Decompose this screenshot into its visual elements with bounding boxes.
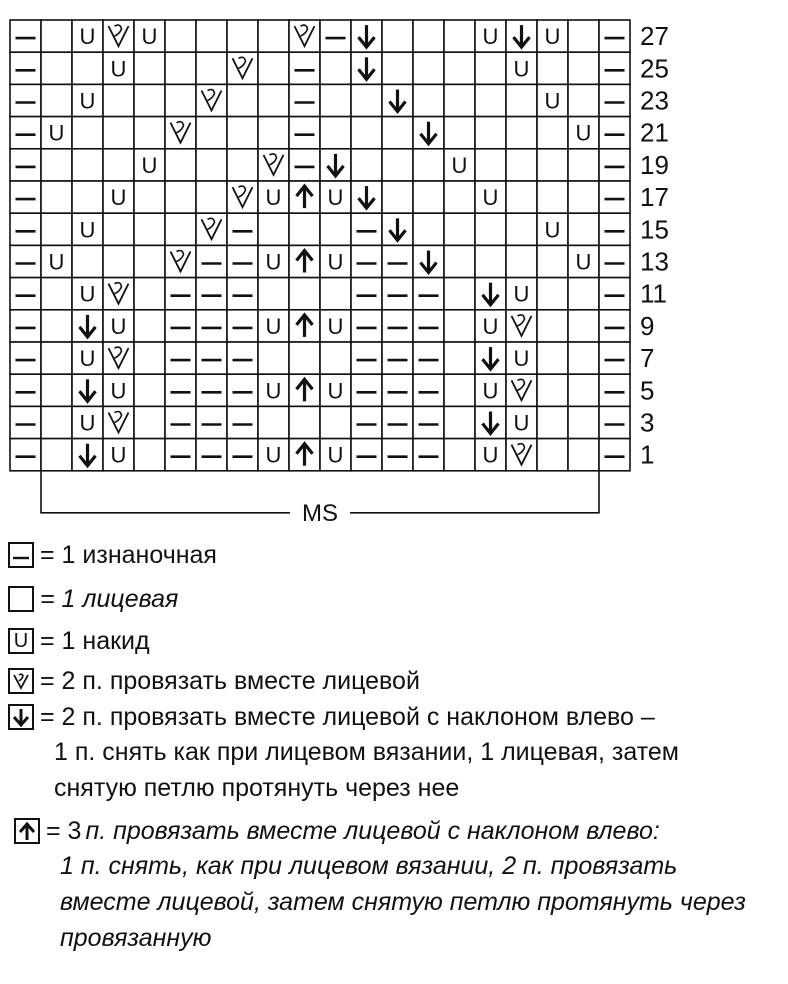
chart-cell [444, 84, 475, 116]
chart-cell [599, 213, 630, 245]
yarn-over-symbol: U [544, 24, 561, 50]
chart-cell [196, 406, 227, 438]
chart-cell [568, 439, 599, 471]
chart-cell [568, 374, 599, 406]
legend-sk2p-line3: вместе лицевой, затем снятую петлю протянуть через [60, 888, 746, 916]
chart-cell [196, 278, 227, 310]
legend-ssk-text: = 2 п. провязать вместе лицевой с наклоном влево – [40, 703, 655, 731]
chart-cell [568, 52, 599, 84]
row-number: 11 [640, 278, 667, 309]
yarn-over-symbol: U [513, 410, 530, 436]
chart-cell [196, 439, 227, 471]
yarn-over-symbol: U [141, 24, 158, 50]
chart-cell [10, 342, 41, 374]
chart-cell [351, 310, 382, 342]
chart-cell [568, 278, 599, 310]
legend-knit [8, 582, 778, 616]
chart-cell [165, 52, 196, 84]
legend-ssk [8, 700, 778, 734]
row-number: 21 [640, 117, 669, 148]
yarn-over-symbol: U [79, 88, 96, 114]
chart-cell [165, 342, 196, 374]
chart-cell [165, 84, 196, 116]
chart-cell [72, 149, 103, 181]
chart-cell [41, 310, 72, 342]
chart-cell [196, 149, 227, 181]
chart-cell [72, 117, 103, 149]
yarn-over-symbol: U [327, 185, 344, 211]
chart-cell [10, 310, 41, 342]
chart-cell [413, 213, 444, 245]
chart-cell [165, 213, 196, 245]
chart-cell [196, 310, 227, 342]
chart-cell [599, 149, 630, 181]
chart-cell [568, 213, 599, 245]
chart-cell [475, 117, 506, 149]
chart-cell [10, 149, 41, 181]
chart-cell [10, 278, 41, 310]
chart-cell [227, 213, 258, 245]
chart-cell [351, 406, 382, 438]
chart-cell [599, 374, 630, 406]
yarn-over-symbol: U [110, 378, 127, 404]
chart-cell [134, 342, 165, 374]
chart-cell [258, 84, 289, 116]
yarn-over-symbol: U [575, 120, 592, 146]
chart-cell [10, 52, 41, 84]
chart-cell [351, 278, 382, 310]
sk2p-arrow-up-icon [14, 818, 40, 844]
chart-cell [413, 374, 444, 406]
chart-cell [506, 84, 537, 116]
chart-cell [41, 84, 72, 116]
row-number: 23 [640, 85, 669, 116]
chart-cell [506, 213, 537, 245]
chart-cell [351, 149, 382, 181]
chart-cell [506, 181, 537, 213]
chart-cell [134, 374, 165, 406]
ssk-arrow-down-icon [8, 704, 34, 730]
chart-cell [227, 439, 258, 471]
yarn-over-symbol: U [451, 152, 468, 178]
chart-cell [289, 84, 320, 116]
chart-cell [444, 406, 475, 438]
chart-cell [196, 245, 227, 277]
chart-cell [41, 439, 72, 471]
row-number: 3 [640, 407, 655, 438]
chart-cell [351, 117, 382, 149]
legend-purl [8, 538, 778, 572]
chart-cell [413, 84, 444, 116]
legend-yo [8, 624, 778, 658]
chart-cell [568, 310, 599, 342]
chart-cell [289, 278, 320, 310]
yarn-over-symbol: U [544, 88, 561, 114]
legend-sk2p-num: = 3 [46, 817, 82, 845]
chart-cell [568, 181, 599, 213]
chart-cell [444, 20, 475, 52]
chart-cell [320, 406, 351, 438]
chart-cell [227, 84, 258, 116]
yarn-over-symbol: U [575, 249, 592, 275]
yarn-over-symbol: U [79, 346, 96, 372]
chart-cell [165, 20, 196, 52]
chart-cell [413, 52, 444, 84]
chart-cell [475, 84, 506, 116]
chart-cell [475, 149, 506, 181]
yarn-over-symbol: U [482, 442, 499, 468]
chart-cell [258, 52, 289, 84]
chart-cell [351, 245, 382, 277]
yarn-over-symbol: U [110, 313, 127, 339]
chart-cell [165, 149, 196, 181]
yarn-over-symbol: U [79, 24, 96, 50]
chart-cell [599, 406, 630, 438]
legend-purl-text: = 1 изнаночная [40, 541, 217, 569]
chart-cell [413, 20, 444, 52]
yarn-over-symbol: U [513, 281, 530, 307]
chart-cell [382, 406, 413, 438]
chart-cell [289, 117, 320, 149]
chart-cell [599, 52, 630, 84]
yarn-over-symbol: U [482, 24, 499, 50]
chart-cell [568, 84, 599, 116]
chart-cell [413, 181, 444, 213]
chart-cell [599, 342, 630, 374]
row-number: 9 [640, 310, 655, 341]
chart-cell [165, 406, 196, 438]
chart-cell [10, 439, 41, 471]
chart-cell [320, 213, 351, 245]
chart-cell [568, 342, 599, 374]
chart-cell [103, 117, 134, 149]
chart-cell [41, 181, 72, 213]
chart-cell [196, 52, 227, 84]
legend [8, 538, 778, 956]
chart-cell [599, 117, 630, 149]
legend-sk2p [8, 814, 778, 848]
chart-cell [382, 439, 413, 471]
chart-cell [165, 374, 196, 406]
yarn-over-symbol: U [79, 281, 96, 307]
chart-cell [599, 439, 630, 471]
legend-k2tog-text: = 2 п. провязать вместе лицевой [40, 667, 420, 695]
chart-cell [320, 342, 351, 374]
chart-cell [196, 20, 227, 52]
chart-cell [413, 342, 444, 374]
chart-cell [165, 310, 196, 342]
chart-cell [10, 84, 41, 116]
row-number: 19 [640, 149, 669, 180]
chart-cell [537, 342, 568, 374]
yarn-over-symbol: U [79, 410, 96, 436]
chart-cell [165, 181, 196, 213]
chart-cell [537, 117, 568, 149]
yarn-over-symbol: U [265, 249, 282, 275]
yarn-over-symbol: U [482, 378, 499, 404]
chart-cell [10, 406, 41, 438]
legend-ssk-line2: 1 п. снять как при лицевом вязании, 1 лицевая, затем [54, 738, 679, 766]
chart-cell [10, 117, 41, 149]
chart-cell [599, 278, 630, 310]
chart-cell [320, 20, 351, 52]
purl-dash-icon [8, 542, 34, 568]
chart-cell [537, 310, 568, 342]
yarn-over-symbol: U [265, 442, 282, 468]
chart-cell [413, 406, 444, 438]
chart-cell [444, 117, 475, 149]
yarn-over-symbol: U [141, 152, 158, 178]
chart-cell [537, 278, 568, 310]
chart-cell [72, 52, 103, 84]
chart-cell [506, 117, 537, 149]
yarn-over-symbol: U [265, 313, 282, 339]
chart-cell [444, 342, 475, 374]
chart-cell [196, 342, 227, 374]
chart-cell [258, 213, 289, 245]
chart-cell [537, 374, 568, 406]
yarn-over-symbol: U [544, 217, 561, 243]
chart-cell [227, 310, 258, 342]
ms-label: MS [302, 499, 338, 527]
chart-cell [165, 439, 196, 471]
chart-cell [537, 439, 568, 471]
yarn-over-symbol: U [482, 185, 499, 211]
yarn-over-symbol: U [265, 185, 282, 211]
chart-cell [382, 342, 413, 374]
chart-cell [41, 52, 72, 84]
chart-cell [41, 149, 72, 181]
chart-cell [351, 439, 382, 471]
chart-cell [382, 181, 413, 213]
yarn-over-symbol: U [513, 346, 530, 372]
chart-cell [444, 439, 475, 471]
legend-ssk-line3: снятую петлю протянуть через нее [54, 774, 460, 802]
row-number: 5 [640, 375, 655, 406]
chart-cell [537, 245, 568, 277]
chart-cell [289, 149, 320, 181]
chart-cell [568, 20, 599, 52]
chart-cell [568, 406, 599, 438]
chart-cell [103, 84, 134, 116]
row-number: 1 [640, 439, 655, 470]
chart-cell [413, 149, 444, 181]
chart-cell [227, 245, 258, 277]
chart-cell [537, 52, 568, 84]
chart-cell [444, 213, 475, 245]
chart-cell [41, 278, 72, 310]
chart-cell [444, 374, 475, 406]
chart-cell [165, 278, 196, 310]
chart-cell [41, 20, 72, 52]
yarn-over-symbol: U [48, 249, 65, 275]
chart-cell [351, 342, 382, 374]
chart-cell [444, 245, 475, 277]
chart-cell [444, 181, 475, 213]
chart-cell [413, 310, 444, 342]
chart-cell [382, 117, 413, 149]
yarn-over-symbol: U [265, 378, 282, 404]
chart-cell [444, 52, 475, 84]
repeat-bracket-right [350, 471, 599, 513]
chart-cell [258, 20, 289, 52]
row-number: 15 [640, 214, 669, 245]
yarn-over-symbol: U [327, 378, 344, 404]
row-number: 7 [640, 343, 655, 374]
chart-cell [196, 181, 227, 213]
chart-cell [227, 406, 258, 438]
chart-cell [41, 342, 72, 374]
chart-cell [320, 117, 351, 149]
chart-cell [134, 278, 165, 310]
chart-cell [444, 278, 475, 310]
chart-cell [134, 245, 165, 277]
row-number: 25 [640, 53, 669, 84]
chart-cell [599, 84, 630, 116]
chart-cell [413, 278, 444, 310]
chart-cell [289, 342, 320, 374]
chart-cell [599, 245, 630, 277]
chart-cell [103, 149, 134, 181]
chart-cell [134, 117, 165, 149]
chart-cell [227, 278, 258, 310]
chart-cell [382, 374, 413, 406]
chart-cell [258, 342, 289, 374]
yarn-over-symbol: U [513, 56, 530, 82]
yarn-over-symbol: U [48, 120, 65, 146]
chart-cell [475, 213, 506, 245]
chart-cell [134, 213, 165, 245]
chart-cell [196, 374, 227, 406]
chart-cell [537, 406, 568, 438]
yarn-over-symbol: U [327, 313, 344, 339]
yarn-over-symbol: U [482, 313, 499, 339]
chart-cell [320, 278, 351, 310]
chart-cell [568, 149, 599, 181]
chart-cell [258, 406, 289, 438]
yarn-over-symbol: U [327, 442, 344, 468]
chart-cell [444, 310, 475, 342]
chart-cell [227, 342, 258, 374]
chart-cell [320, 84, 351, 116]
chart-cell [320, 52, 351, 84]
yarn-over-symbol: U [79, 217, 96, 243]
chart-cell [72, 181, 103, 213]
chart-cell [413, 439, 444, 471]
empty-box-icon [8, 586, 34, 612]
legend-sk2p-text: п. провязать вместе лицевой с наклоном влево: [85, 817, 660, 845]
row-number: 27 [640, 21, 669, 52]
chart-cell [227, 149, 258, 181]
chart-cell [103, 245, 134, 277]
legend-knit-text: = 1 лицевая [40, 585, 179, 613]
chart-cell [289, 406, 320, 438]
k2tog-icon [8, 668, 34, 694]
chart-cell [506, 149, 537, 181]
chart-cell [10, 374, 41, 406]
chart-cell [382, 310, 413, 342]
yarn-over-symbol: U [110, 185, 127, 211]
chart-cell [351, 213, 382, 245]
chart-cell [72, 245, 103, 277]
chart-cell [289, 52, 320, 84]
chart-cell [134, 439, 165, 471]
chart-cell [258, 278, 289, 310]
chart-cell [382, 20, 413, 52]
chart-cell [134, 406, 165, 438]
chart-cell [103, 213, 134, 245]
chart-cell [134, 181, 165, 213]
chart-cell [599, 20, 630, 52]
chart-cell [351, 374, 382, 406]
legend-yo-text: = 1 накид [40, 627, 150, 655]
chart-cell [475, 245, 506, 277]
chart-cell [506, 245, 537, 277]
chart-cell [134, 84, 165, 116]
yarn-over-icon: U [8, 628, 34, 654]
row-number: 13 [640, 246, 669, 277]
chart-cell [41, 213, 72, 245]
legend-k2tog [8, 664, 778, 698]
chart-cell [196, 117, 227, 149]
chart-cell [382, 52, 413, 84]
chart-cell [258, 117, 289, 149]
legend-sk2p-line2: 1 п. снять, как при лицевом вязании, 2 п. провязать [60, 852, 678, 880]
chart-cell [41, 406, 72, 438]
yarn-over-symbol: U [327, 249, 344, 275]
chart-cell [475, 52, 506, 84]
chart-cell [227, 20, 258, 52]
chart-cell [41, 374, 72, 406]
chart-cell [537, 149, 568, 181]
chart-cell [134, 52, 165, 84]
chart-cell [599, 310, 630, 342]
chart-cell [10, 213, 41, 245]
chart-cell [382, 149, 413, 181]
chart-cell [227, 117, 258, 149]
chart-cell [10, 245, 41, 277]
chart-cell [289, 213, 320, 245]
yarn-over-symbol: U [110, 442, 127, 468]
yarn-over-symbol: U [110, 56, 127, 82]
chart-cell [10, 20, 41, 52]
repeat-bracket-left [41, 471, 290, 513]
chart-cell [382, 278, 413, 310]
chart-cell [537, 181, 568, 213]
chart-cell [10, 181, 41, 213]
legend-sk2p-line4: провязанную [60, 924, 212, 952]
chart-cell [134, 310, 165, 342]
chart-cell [382, 245, 413, 277]
chart-cell [351, 84, 382, 116]
chart-cell [227, 374, 258, 406]
chart-cell [599, 181, 630, 213]
row-number: 17 [640, 182, 669, 213]
